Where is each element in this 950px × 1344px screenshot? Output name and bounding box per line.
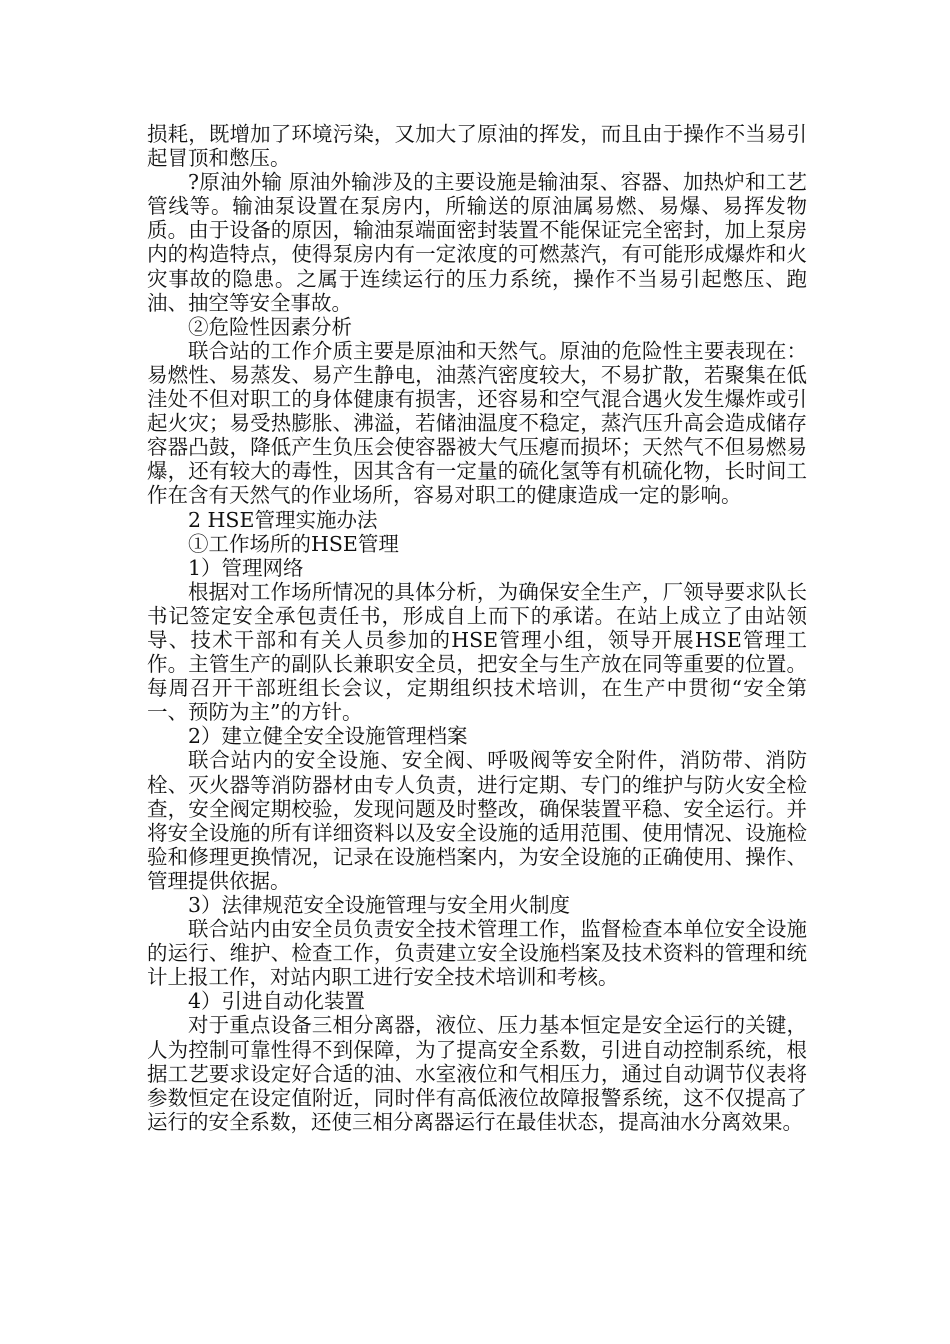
document-body: [147, 122, 807, 1134]
heading-hazard-analysis: ②危险性因素分析: [188, 314, 352, 339]
heading-hse-measures: 2 HSE管理实施办法: [188, 507, 378, 532]
heading-management-network: 1）管理网络: [188, 555, 304, 580]
paragraph-safety-archives: 联合站内的安全设施、安全阀、呼吸阀等安全附件，消防带、消防栓、灭火器等消防器材由专人负责，进行定期、专门的维护与防火安全检查，安全阀定期校验，发现问题及时整改，确保装置平稳、安全运行。并将安全设施的所有详细资料以及安全设施的适用范围、使用情况、设施检验和修理更换情况，记录在设施档案内，为安全设施的正确使用、操作、管理提供依据。: [147, 748, 807, 893]
paragraph-crude-export: ?原油外输 原油外输涉及的主要设施是输油泵、容器、加热炉和工艺管线等。输油泵设置在泵房内，所输送的原油属易燃、易爆、易挥发物质。由于设备的原因，输油泵端面密封装置不能保证完全密封，加上泵房内的构造特点，使得泵房内有一定浓度的可燃蒸汽，有可能形成爆炸和火灾事故的隐患。之属于连续运行的压力系统，操作不当易引起憋压、跑油、抽空等安全事故。: [147, 170, 807, 315]
heading-workplace-hse: ①工作场所的HSE管理: [188, 531, 399, 556]
paragraph-hazard-analysis: 联合站的工作介质主要是原油和天然气。原油的危险性主要表现在：易燃性、易蒸发、易产生静电，油蒸汽密度较大，不易扩散，若聚集在低洼处不但对职工的身体健康有损害，还容易和空气混合遇火发生爆炸或引起火灾；易受热膨胀、沸溢，若储油温度不稳定，蒸汽压升高会造成储存容器凸鼓，降低产生负压会使容器被大气压瘪而损坏；天然气不但易燃易爆，还有较大的毒性，因其含有一定量的硫化氢等有机硫化物，长时间工作在含有天然气的作业场所，容易对职工的健康造成一定的影响。: [147, 338, 807, 508]
paragraph-continuation: 损耗，既增加了环境污染，又加大了原油的挥发，而且由于操作不当易引起冒顶和憋压。: [147, 122, 807, 171]
heading-automation: 4）引进自动化装置: [188, 989, 366, 1014]
heading-safety-archives: 2）建立健全安全设施管理档案: [188, 724, 468, 749]
paragraph-automation: 对于重点设备三相分离器，液位、压力基本恒定是安全运行的关键，人为控制可靠性得不到保障，为了提高安全系数，引进自动控制系统，根据工艺要求设定好合适的油、水室液位和气相压力，通过自动调节仪表将参数恒定在设定值附近，同时伴有高低液位故障报警系统，这不仅提高了运行的安全系数，还使三相分离器运行在最佳状态，提高油水分离效果。: [147, 1013, 807, 1134]
heading-regulations: 3）法律规范安全设施管理与安全用火制度: [188, 893, 571, 917]
paragraph-management-network: 根据对工作场所情况的具体分析，为确保安全生产，厂领导要求队长书记签定安全承包责任书，形成自上而下的承诺。在站上成立了由站领导、技术干部和有关人员参加的HSE管理小组，领导开展HSE管理工作。主管生产的副队长兼职安全员，把安全与生产放在同等重要的位置。每周召开干部班组长会议，定期组织技术培训，在生产中贯彻“安全第一、预防为主”的方针。: [147, 579, 807, 725]
paragraph-regulations: 联合站内由安全员负责安全技术管理工作，监督检查本单位安全设施的运行、维护、检查工作，负责建立安全设施档案及技术资料的管理和统计上报工作，对站内职工进行安全技术培训和考核。: [147, 917, 807, 990]
